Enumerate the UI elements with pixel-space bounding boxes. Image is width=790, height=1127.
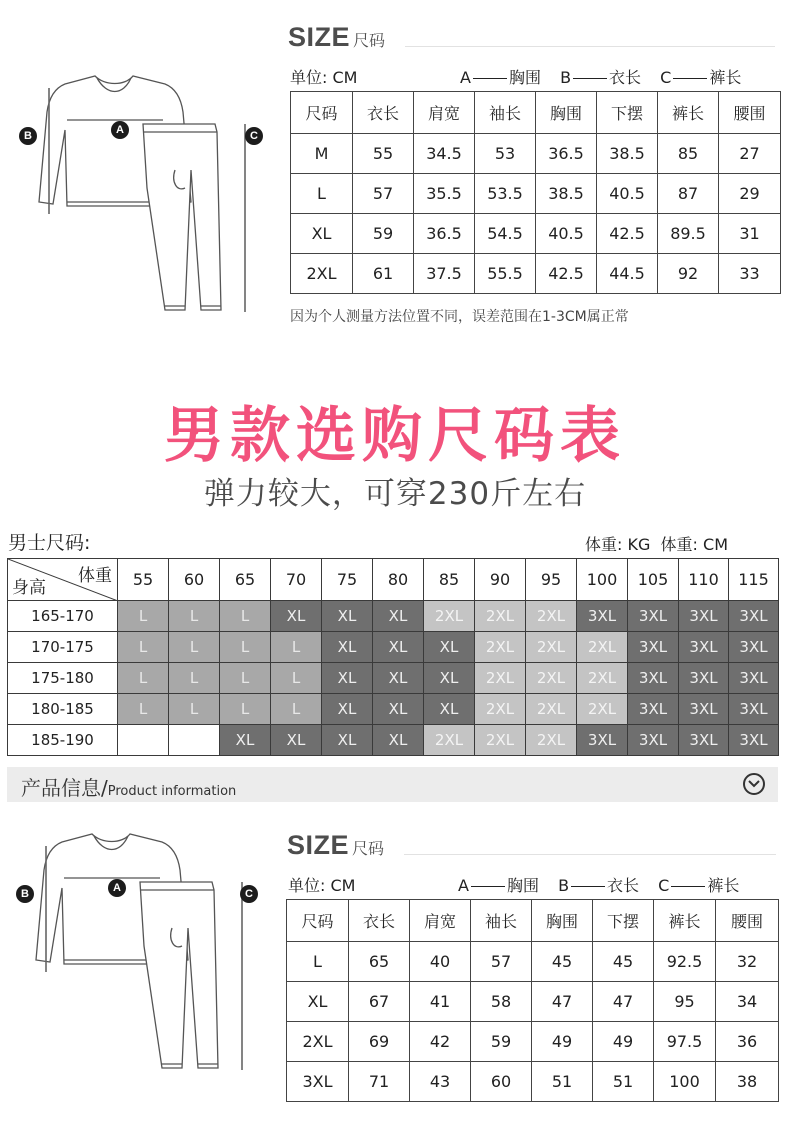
table-row: [287, 1062, 779, 1102]
table-cell: 92: [658, 254, 719, 294]
badge-b: B: [16, 885, 34, 903]
table-cell: 53.5: [475, 174, 536, 214]
weight-header-cell: 70: [271, 559, 322, 601]
corner-height-label: 身高: [12, 578, 46, 598]
table-cell: 60: [471, 1062, 532, 1102]
header-cell: 裤长: [654, 900, 716, 942]
size-cell: XL: [424, 663, 475, 694]
size-cell: L: [220, 663, 271, 694]
weight-header-cell: 55: [118, 559, 169, 601]
chevron-down-icon: [748, 780, 760, 788]
size-cell: L: [271, 694, 322, 725]
legend-b: B 衣长: [558, 876, 640, 895]
table-cell: 2XL: [291, 254, 353, 294]
size-cell: XL: [322, 694, 373, 725]
weight-header-cell: 80: [373, 559, 424, 601]
size-header-1: [288, 22, 385, 53]
size-cell: 2XL: [577, 663, 628, 694]
size-cell: [118, 725, 169, 756]
weight-header-cell: 95: [526, 559, 577, 601]
table-cell: 59: [471, 1022, 532, 1062]
size-cell: L: [169, 632, 220, 663]
size-cell: L: [118, 632, 169, 663]
badge-c: C: [245, 127, 263, 145]
table-cell: 59: [353, 214, 414, 254]
size-cell: 3XL: [628, 725, 679, 756]
size-cell: L: [118, 601, 169, 632]
table-cell: 49: [532, 1022, 593, 1062]
size-cell: 3XL: [679, 663, 729, 694]
header-cell: 腰围: [719, 92, 781, 134]
table-cell: 58: [471, 982, 532, 1022]
table-cell: 45: [593, 942, 654, 982]
size-cell: 2XL: [475, 663, 526, 694]
table-cell: L: [287, 942, 349, 982]
size-cell: 3XL: [679, 632, 729, 663]
table-cell: 42: [410, 1022, 471, 1062]
size-cn: 尺码: [352, 839, 385, 858]
table-cell: 42.5: [597, 214, 658, 254]
product-info-bar: [7, 767, 778, 802]
table-cell: 3XL: [287, 1062, 349, 1102]
header-cell: 尺码: [287, 900, 349, 942]
size-cell: XL: [322, 632, 373, 663]
size-cell: 3XL: [729, 725, 779, 756]
size-cell: L: [169, 663, 220, 694]
size-table-2: [286, 899, 779, 1102]
table-cell: 95: [654, 982, 716, 1022]
table-cell: 44.5: [597, 254, 658, 294]
weight-header-cell: 65: [220, 559, 271, 601]
table-cell: 42.5: [536, 254, 597, 294]
table-header-row: [287, 900, 779, 942]
header-cell: 下摆: [597, 92, 658, 134]
size-cell: 3XL: [679, 725, 729, 756]
table-cell: 32: [716, 942, 779, 982]
table-cell: 40: [410, 942, 471, 982]
info-title: [21, 772, 236, 801]
legend-a: A 胸围: [460, 68, 541, 87]
weight-header-cell: 100: [577, 559, 628, 601]
badge-a: A: [111, 121, 129, 139]
unit-row-2: [288, 873, 355, 896]
info-title-cn: 产品信息/: [21, 776, 108, 800]
size-cell: XL: [220, 725, 271, 756]
size-cell: L: [271, 663, 322, 694]
expand-toggle[interactable]: [743, 773, 765, 795]
table-cell: 49: [593, 1022, 654, 1062]
table-cell: 71: [349, 1062, 410, 1102]
size-cell: XL: [373, 694, 424, 725]
size-cell: 3XL: [729, 601, 779, 632]
hero-subtitle: 弹力较大，可穿230斤左右: [203, 476, 587, 512]
table-cell: 57: [353, 174, 414, 214]
header-cell: 尺码: [291, 92, 353, 134]
size-header-rule: [405, 46, 775, 47]
hero-title: 男款选购尺码表: [164, 401, 626, 471]
table-cell: 47: [593, 982, 654, 1022]
table-cell: 37.5: [414, 254, 475, 294]
size-cell: 2XL: [577, 694, 628, 725]
height-range-cell: 175-180: [8, 663, 118, 694]
size-cell: 2XL: [424, 725, 475, 756]
corner-cell: [8, 559, 118, 601]
table-cell: L: [291, 174, 353, 214]
weight-header-cell: 105: [628, 559, 679, 601]
size-cell: XL: [373, 725, 424, 756]
size-cell: 2XL: [526, 725, 577, 756]
badge-c: C: [240, 885, 258, 903]
table-cell: 34.5: [414, 134, 475, 174]
size-cell: XL: [373, 601, 424, 632]
table-cell: 27: [719, 134, 781, 174]
table-cell: 65: [349, 942, 410, 982]
table-cell: 29: [719, 174, 781, 214]
size-cell: 2XL: [475, 601, 526, 632]
size-header-rule: [404, 854, 776, 855]
size-cell: XL: [322, 601, 373, 632]
header-cell: 衣长: [349, 900, 410, 942]
grid-label: 男士尺码:: [8, 532, 91, 554]
table-cell: 41: [410, 982, 471, 1022]
table-header-row: [291, 92, 781, 134]
size-cell: L: [118, 663, 169, 694]
header-cell: 肩宽: [410, 900, 471, 942]
table-cell: 36.5: [414, 214, 475, 254]
table-cell: 51: [532, 1062, 593, 1102]
size-cn: 尺码: [353, 31, 386, 50]
size-cell: L: [220, 694, 271, 725]
table-cell: 53: [475, 134, 536, 174]
size-cell: 3XL: [679, 694, 729, 725]
size-cell: 2XL: [475, 632, 526, 663]
legend-c: C 裤长: [660, 68, 742, 87]
size-cell: 3XL: [577, 601, 628, 632]
size-cell: 3XL: [628, 694, 679, 725]
legend-1: [460, 65, 741, 88]
table-cell: M: [291, 134, 353, 174]
size-table-1: [290, 91, 781, 294]
table-cell: 2XL: [287, 1022, 349, 1062]
size-cell: 3XL: [577, 725, 628, 756]
table-row: [291, 254, 781, 294]
size-cell: XL: [424, 632, 475, 663]
size-cell: 3XL: [729, 632, 779, 663]
table-cell: 54.5: [475, 214, 536, 254]
table-cell: 89.5: [658, 214, 719, 254]
size-cell: L: [271, 632, 322, 663]
badge-a: A: [108, 879, 126, 897]
table-cell: XL: [287, 982, 349, 1022]
table-cell: 31: [719, 214, 781, 254]
measurement-note: 因为个人测量方法位置不同，误差范围在1-3CM属正常: [290, 309, 629, 325]
table-cell: 61: [353, 254, 414, 294]
table-cell: 34: [716, 982, 779, 1022]
height-row: [8, 694, 779, 725]
weight-header-cell: 85: [424, 559, 475, 601]
height-row: [8, 632, 779, 663]
size-cell: 3XL: [729, 663, 779, 694]
corner-weight-label: 体重: [78, 566, 112, 586]
table-cell: 33: [719, 254, 781, 294]
table-cell: 51: [593, 1062, 654, 1102]
table-row: [287, 942, 779, 982]
thermal-set-drawing: [15, 70, 275, 320]
size-cell: 2XL: [424, 601, 475, 632]
size-cell: 3XL: [679, 601, 729, 632]
table-cell: 67: [349, 982, 410, 1022]
table-cell: 45: [532, 942, 593, 982]
height-range-cell: 165-170: [8, 601, 118, 632]
size-cell: L: [220, 601, 271, 632]
weight-header-row: [8, 559, 779, 601]
size-cell: [169, 725, 220, 756]
garment-illustration-top: [15, 70, 275, 320]
size-cell: XL: [373, 632, 424, 663]
recommend-grid: [7, 558, 779, 756]
table-cell: 38.5: [597, 134, 658, 174]
table-row: [287, 982, 779, 1022]
header-cell: 胸围: [536, 92, 597, 134]
table-cell: 92.5: [654, 942, 716, 982]
table-cell: 69: [349, 1022, 410, 1062]
height-row: [8, 601, 779, 632]
table-row: [287, 1022, 779, 1062]
legend-b: B 衣长: [560, 68, 642, 87]
table-row: [291, 214, 781, 254]
header-cell: 腰围: [716, 900, 779, 942]
header-cell: 肩宽: [414, 92, 475, 134]
header-cell: 袖长: [471, 900, 532, 942]
table-row: [291, 174, 781, 214]
legend-c: C 裤长: [658, 876, 740, 895]
unit-label: 单位: CM: [288, 876, 356, 895]
badge-b: B: [19, 127, 37, 145]
size-header-2: [287, 830, 384, 861]
table-cell: 36: [716, 1022, 779, 1062]
table-row: [291, 134, 781, 174]
size-cell: 2XL: [526, 663, 577, 694]
table-cell: 38.5: [536, 174, 597, 214]
header-cell: 裤长: [658, 92, 719, 134]
weight-header-cell: 90: [475, 559, 526, 601]
legend-a: A 胸围: [458, 876, 539, 895]
table-cell: 55.5: [475, 254, 536, 294]
table-cell: 43: [410, 1062, 471, 1102]
unit-label: 单位: CM: [290, 68, 358, 87]
size-cell: L: [118, 694, 169, 725]
table-cell: XL: [291, 214, 353, 254]
size-cell: 2XL: [526, 694, 577, 725]
table-cell: 36.5: [536, 134, 597, 174]
size-cell: XL: [322, 725, 373, 756]
header-cell: 袖长: [475, 92, 536, 134]
table-cell: 40.5: [597, 174, 658, 214]
table-cell: 35.5: [414, 174, 475, 214]
table-cell: 40.5: [536, 214, 597, 254]
height-range-cell: 180-185: [8, 694, 118, 725]
size-cell: XL: [373, 663, 424, 694]
garment-illustration-bottom: [12, 828, 272, 1078]
size-cell: 2XL: [526, 632, 577, 663]
height-range-cell: 185-190: [8, 725, 118, 756]
size-cell: XL: [424, 694, 475, 725]
size-cell: 2XL: [475, 725, 526, 756]
size-cell: XL: [271, 601, 322, 632]
size-cell: 3XL: [628, 601, 679, 632]
table-cell: 57: [471, 942, 532, 982]
height-range-cell: 170-175: [8, 632, 118, 663]
size-cell: 3XL: [729, 694, 779, 725]
size-cell: 2XL: [475, 694, 526, 725]
table-cell: 55: [353, 134, 414, 174]
weight-header-cell: 115: [729, 559, 779, 601]
table-cell: 87: [658, 174, 719, 214]
legend-2: [458, 873, 739, 896]
unit-row-1: [290, 65, 357, 88]
info-title-en: Product information: [107, 784, 237, 799]
size-cell: 2XL: [577, 632, 628, 663]
height-row: [8, 725, 779, 756]
size-cell: 3XL: [628, 632, 679, 663]
size-word: SIZE: [287, 830, 350, 860]
thermal-set-drawing: [12, 828, 272, 1078]
size-cell: 2XL: [526, 601, 577, 632]
size-cell: XL: [271, 725, 322, 756]
weight-header-cell: 75: [322, 559, 373, 601]
table-cell: 100: [654, 1062, 716, 1102]
size-word: SIZE: [288, 22, 351, 52]
header-cell: 下摆: [593, 900, 654, 942]
header-cell: 胸围: [532, 900, 593, 942]
grid-units: 体重: KG 体重: CM: [585, 535, 728, 554]
header-cell: 衣长: [353, 92, 414, 134]
weight-header-cell: 60: [169, 559, 220, 601]
size-cell: L: [220, 632, 271, 663]
size-cell: L: [169, 694, 220, 725]
table-cell: 47: [532, 982, 593, 1022]
size-cell: 3XL: [628, 663, 679, 694]
table-cell: 97.5: [654, 1022, 716, 1062]
table-cell: 38: [716, 1062, 779, 1102]
size-cell: L: [169, 601, 220, 632]
height-row: [8, 663, 779, 694]
size-cell: XL: [322, 663, 373, 694]
table-cell: 85: [658, 134, 719, 174]
weight-header-cell: 110: [679, 559, 729, 601]
